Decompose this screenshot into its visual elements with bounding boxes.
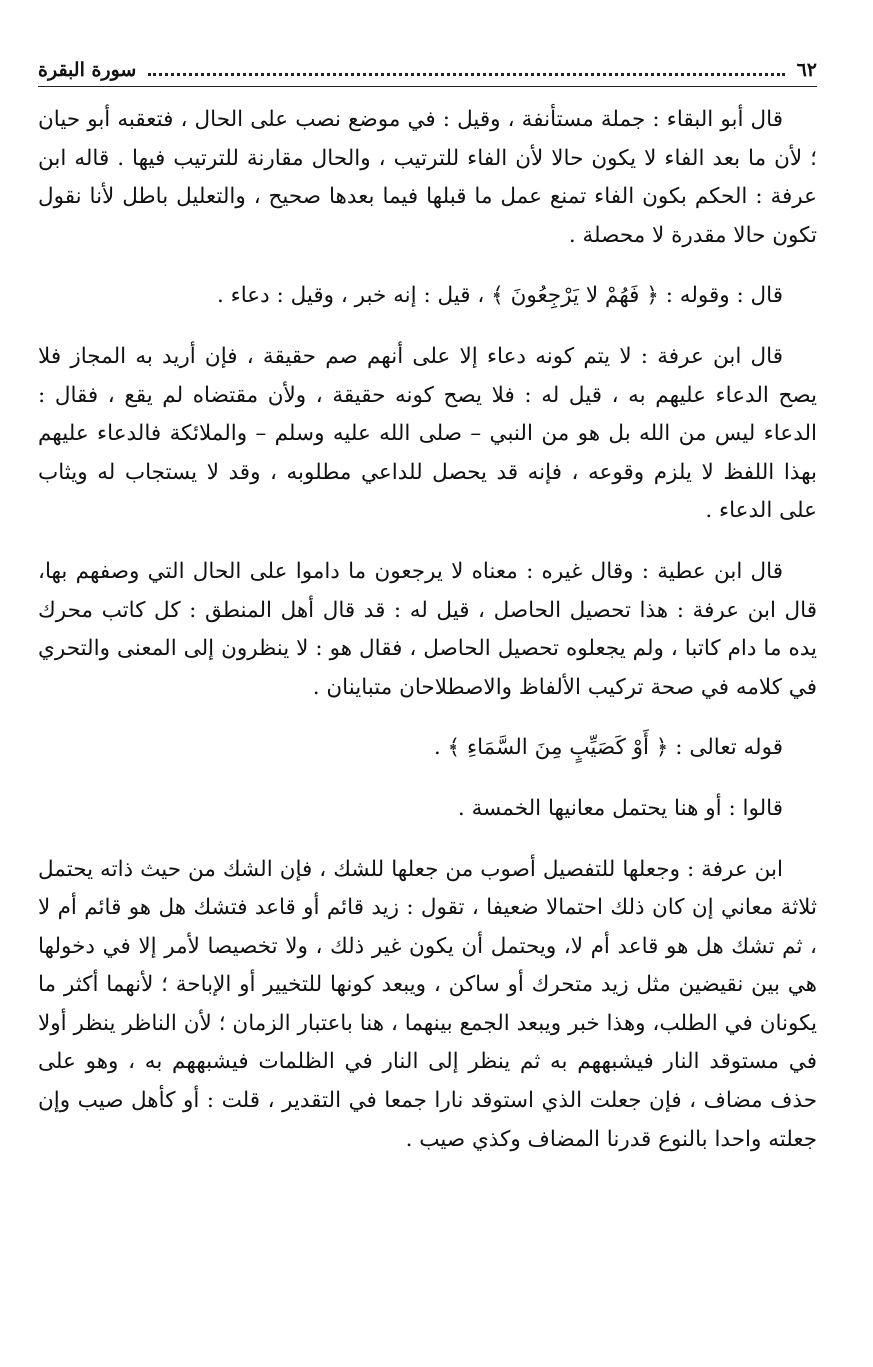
paragraph: قالوا : أو هنا يحتمل معانيها الخمسة . <box>457 795 783 821</box>
paragraph: قوله تعالى : ﴿ أَوْ كَصَيِّبٍ مِنَ السَّمَاءِ ﴾ . <box>433 735 783 761</box>
header-dotted-leader <box>148 73 784 76</box>
paragraph: قال ابن عرفة : لا يتم كونه دعاء إلا على أنهم صم حقيقة ، فإن أريد به المجاز فلا يصح الدعاء عليهم به ، قيل له : فلا يصح كونه حقيقة ، ولأن مقتضاه لم يقع ، فقال : الدعاء ليس من الله بل هو من النبي – صلى الله عليه وسلم – والملائكة فالدعاء عليهم بهذا اللفظ لا يلزم وقوعه ، فإنه قد يحصل للداعي مطلوبه ، وقد لا يستجاب له ويثاب على الدعاء . <box>38 343 817 524</box>
page-body <box>38 101 817 1159</box>
paragraph: قال أبو البقاء : جملة مستأنفة ، وقيل : في موضع نصب على الحال ، فتعقبه أبو حيان ؛ لأن ما بعد الفاء لا يكون حالا لأن الفاء للترتيب ، والحال مقارنة للترتيب فيها . قاله ابن عرفة : الحكم بكون الفاء تمنع عمل ما قبلها فيما بعدها صحيح ، والتعليل باطل لأنا نقول تكون حالا مقدرة لا محصلة . <box>38 107 817 248</box>
paragraph: قال ابن عطية : وقال غيره : معناه لا يرجعون ما داموا على الحال التي وصفهم بها، قال ابن عرفة : هذا تحصيل الحاصل ، قيل له : قد قال أهل المنطق : كل كاتب محرك يده ما دام كاتبا ، ولم يجعلوه تحصيل الحاصل ، فقال هو : لا ينظرون إلى المعنى والتحري في كلامه في صحة تركيب الألفاظ والاصطلاحان متباينان . <box>38 558 817 700</box>
surah-title: سورة البقرة <box>38 59 137 81</box>
paragraph: قال : وقوله : ﴿ فَهُمْ لا يَرْجِعُونَ ﴾ ، قيل : إنه خبر ، وقيل : دعاء . <box>216 283 783 309</box>
page-header <box>38 58 817 87</box>
paragraph: ابن عرفة : وجعلها للتفصيل أصوب من جعلها للشك ، فإن الشك من حيث ذاته يحتمل ثلاثة معاني إن كان ذلك احتمالا ضعيفا ، تقول : زيد قائم أو قاعد فتشك هل هو قائم أم لا ، ثم تشك هل هو قاعد أم لا، ويحتمل أن يكون غير ذلك ، ولا تخصيصا لأمر إلا في دخولها هي بين نقيضين مثل زيد متحرك أو ساكن ، ويبعد كونها للتخيير أو الإباحة ؛ لأنهما أكثر ما يكونان في الطلب، وهذا خبر ويبعد الجمع بينهما ، هنا باعتبار الزمان ؛ لأن الناظر ينظر أولا في مستوقد النار فيشبههم به ثم ينظر إلى النار في الظلمات فيشبههم به ، وهو على حذف مضاف ، فإن جعلت الذي استوقد نارا جمعا في التقدير ، قلت : أو كأهل صيب وإن جعلته واحدا بالنوع قدرنا المضاف وكذي صيب . <box>38 856 817 1152</box>
page-number: ٦٢ <box>796 59 817 81</box>
